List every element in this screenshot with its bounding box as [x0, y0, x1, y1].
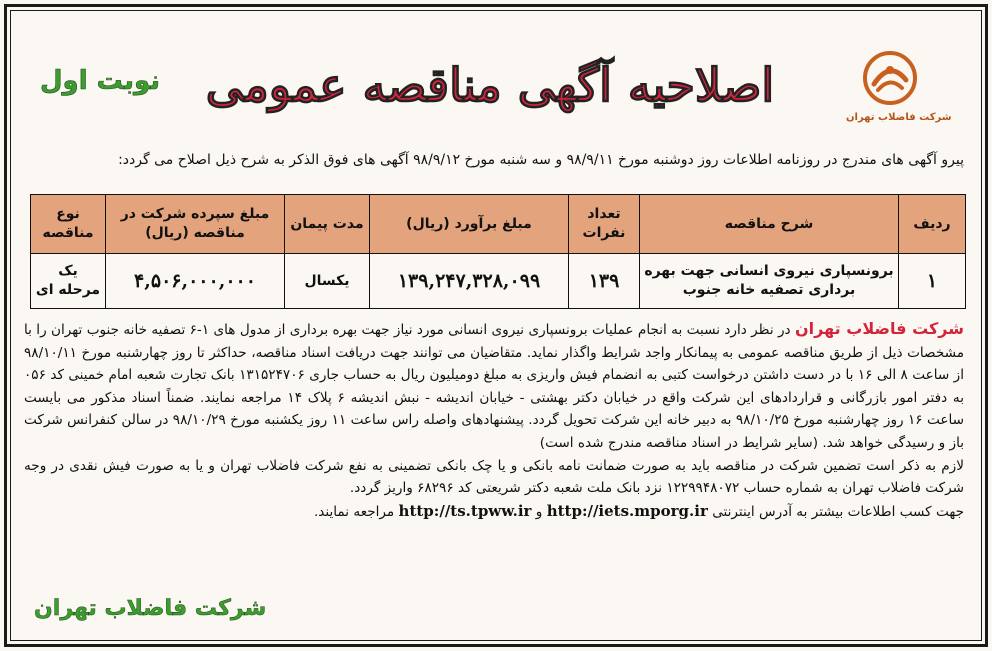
header-estimate: مبلغ برآورد (ریال): [370, 195, 569, 254]
paragraph-3-and: و: [535, 503, 543, 520]
notice-title: اصلاحیه آگهی مناقصه عمومی: [205, 58, 775, 112]
tender-table: [30, 194, 966, 309]
cell-row-number: ۱: [899, 254, 966, 309]
paragraph-1-text: در نظر دارد نسبت به انجام عملیات برونسپاری نیروی انسانی مورد نیاز جهت بهره برداری از مدول های ۱-۶ تصفیه خانه جنوب تهران را با مشخصات ذیل از طریق مناقصه عمومی به پیمانکار واجد شرایط واگذار نماید. متقاضیان می توانند جهت دریافت اسناد مناقصه، حداکثر تا روز چهارشنبه مورخ ۹۸/۱۰/۱۱ از ساعت ۸ الی ۱۶ با در دست داشتن درخواست کتبی به انضمام فیش واریزی به مبلغ دومیلیون ریال به حساب جاری ۱۳۱۵۲۴۷۰۶ بانک تجارت شعبه امام خمینی کد ۰۵۶ به دفتر امور بازرگانی و قراردادهای این شرکت واقع در خیابان دکتر بهشتی - خیابان اندیشه - نبش اندیشه ۶ پلاک ۱۴ مراجعه نمایند. ضمناً اسناد مذکور می بایست ساعت ۱۶ روز چهارشنبه مورخ ۹۸/۱۰/۲۵ به دبیر خانه این شرکت تحویل گردد. پیشنهادهای واصله راس ساعت ۱۱ روز یکشنبه مورخ ۹۸/۱۰/۲۹ در سالن کنفرانس شرکت باز و رسیدگی خواهد شد. (سایر شرایط در اسناد مناقصه مندرج شده است): [24, 322, 964, 451]
table-header-row: [31, 195, 966, 254]
logo-caption: شرکت فاضلاب تهران: [846, 112, 952, 123]
paragraph-3-prefix: جهت کسب اطلاعات بیشتر به آدرس اینترنتی: [712, 503, 964, 520]
link-iets-mporg[interactable]: http://iets.mporg.ir: [546, 501, 708, 520]
tehran-sewage-company-logo-icon: [862, 50, 918, 106]
header-description: شرح مناقصه: [640, 195, 899, 254]
body-paragraph-3: [24, 500, 964, 524]
link-ts-tpww[interactable]: http://ts.tpww.ir: [398, 501, 532, 520]
round-badge: نوبت اول: [40, 66, 161, 96]
company-name: شرکت فاضلاب تهران: [794, 319, 964, 338]
notice-body: [24, 318, 964, 523]
cell-estimate: ۱۳۹,۲۴۷,۳۲۸,۰۹۹: [370, 254, 569, 309]
header-type: نوع مناقصه: [31, 195, 106, 254]
paragraph-3-suffix: مراجعه نمایند.: [313, 503, 395, 520]
cell-description: برونسپاری نیروی انسانی جهت بهره برداری تصفیه خانه جنوب: [640, 254, 899, 309]
cell-deposit: ۴,۵۰۶,۰۰۰,۰۰۰: [106, 254, 285, 309]
table-row: [31, 254, 966, 309]
body-paragraph-2: لازم به ذکر است تضمین شرکت در مناقصه باید به صورت ضمانت نامه بانکی و یا چک بانکی تضمینی به نفع شرکت فاضلاب تهران و یا به صورت فیش نقدی در وجه شرکت فاضلاب تهران به شماره حساب ۱۲۲۹۹۴۸۰۷۲ نزد بانک ملت شعبه دکتر شریعتی کد ۶۸۲۹۶ واریز گردد.: [24, 457, 964, 497]
cell-count: ۱۳۹: [569, 254, 640, 309]
header-duration: مدت پیمان: [285, 195, 370, 254]
header-count: تعداد نفرات: [569, 195, 640, 254]
intro-text: پیرو آگهی های مندرج در روزنامه اطلاعات روز دوشنبه مورخ ۹۸/۹/۱۱ و سه شنبه مورخ ۹۸/۹/۱۲ آگهی های فوق الذکر به شرح ذیل اصلاح می گردد:: [118, 152, 964, 168]
cell-duration: یکسال: [285, 254, 370, 309]
body-paragraph-1: [24, 318, 964, 455]
company-logo: [846, 50, 952, 130]
header-deposit: مبلغ سپرده شرکت در مناقصه (ریال): [106, 195, 285, 254]
header-row-number: ردیف: [899, 195, 966, 254]
cell-type: یک مرحله ای: [31, 254, 106, 309]
signature: شرکت فاضلاب تهران: [34, 596, 267, 621]
